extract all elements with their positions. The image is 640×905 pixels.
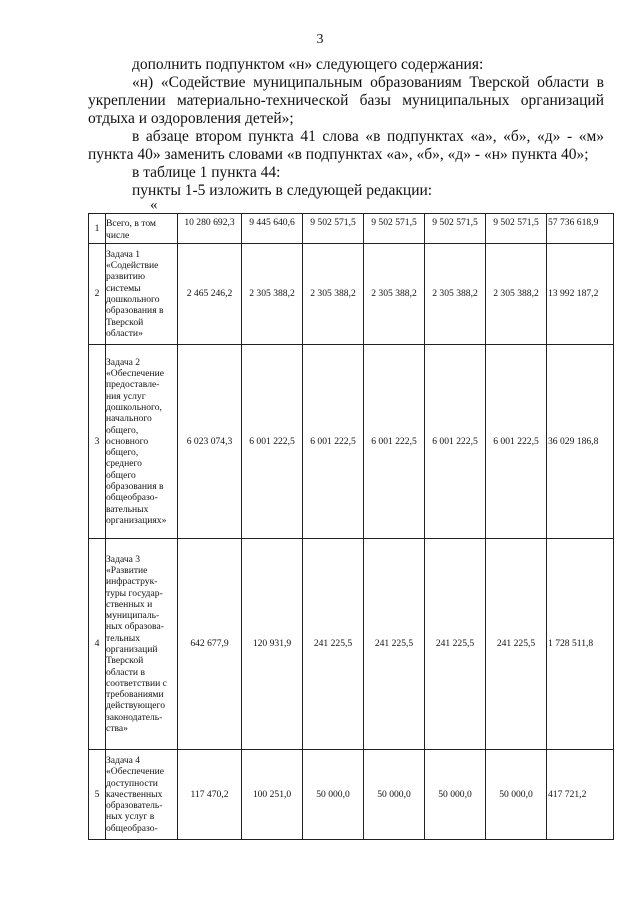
- year-value-cell: 2 305 388,2: [303, 244, 364, 345]
- row-label: [106, 750, 178, 840]
- row-label-line: основного: [106, 435, 149, 447]
- row-label-line: инфраструк-: [106, 576, 158, 588]
- row-label-line: ных услуг в: [106, 811, 155, 823]
- row-index: 4: [89, 539, 106, 750]
- row-label-line: тельных: [106, 632, 140, 644]
- year-value-cell: 50 000,0: [486, 750, 547, 840]
- year-value-cell: 6 001 222,5: [303, 345, 364, 539]
- row-label-line: области»: [106, 327, 143, 339]
- page-number: 3: [316, 32, 324, 47]
- year-value-cell: 120 931,9: [242, 539, 303, 750]
- row-label-line: вательных: [106, 503, 149, 515]
- year-value-cell: 50 000,0: [425, 750, 486, 840]
- row-label-line: предоставле-: [106, 379, 160, 391]
- year-value-cell: 6 001 222,5: [425, 345, 486, 539]
- points-intro: пункты 1-5 изложить в следующей редакции:: [132, 182, 433, 199]
- row-label-line: общего,: [106, 424, 139, 436]
- row-label-line: соответствии с: [106, 677, 167, 689]
- table-row: [89, 244, 614, 345]
- year-value-cell: 2 305 388,2: [425, 244, 486, 345]
- row-label-line: доступности: [106, 777, 158, 789]
- row-label-line: Задача 4: [106, 754, 141, 766]
- row-label-line: «Обеспечение: [106, 368, 164, 380]
- row-label-line: организациях»: [106, 514, 167, 526]
- row-label: [106, 539, 178, 750]
- row-label-line: Всего, в том: [106, 218, 157, 230]
- year-value-cell: 9 445 640,6: [242, 214, 303, 244]
- row-label-line: Задача 3: [106, 553, 141, 565]
- row-total-cell: 36 029 186,8: [547, 345, 614, 539]
- year-value-cell: 50 000,0: [364, 750, 425, 840]
- table-row: [89, 345, 614, 539]
- row-label-line: «Обеспечение: [106, 766, 164, 778]
- row-label-line: Тверской: [106, 316, 144, 328]
- row-total-cell: 417 721,2: [547, 750, 614, 840]
- year-value-cell: 241 225,5: [486, 539, 547, 750]
- year-value-cell: 6 001 222,5: [242, 345, 303, 539]
- year-value-cell: 2 305 388,2: [242, 244, 303, 345]
- row-label: [106, 345, 178, 539]
- row-label-line: туры государ-: [106, 587, 163, 599]
- row-label-line: дошкольного,: [106, 401, 162, 413]
- amendment-intro: дополнить подпунктом «н» следующего содержания:: [132, 56, 484, 73]
- row-total-cell: 57 736 618,9: [547, 214, 614, 244]
- replacement-text-line-1: в абзаце втором пункта 41 слова «в подпунктах «а», «б», «д» - «м»: [132, 128, 604, 145]
- row-label-line: Задача 1: [106, 248, 141, 260]
- row-label-line: общеобразо-: [106, 492, 158, 504]
- year-value-cell: 241 225,5: [364, 539, 425, 750]
- opening-quote: «: [150, 197, 158, 213]
- row-label-line: развитию: [106, 271, 146, 283]
- replacement-text-line-2: пункта 40» заменить словами «в подпунктах «а», «б», «д» - «н» пункта 40»;: [88, 146, 589, 163]
- row-label-line: качественных: [106, 788, 163, 800]
- row-label-line: ния услуг: [106, 390, 146, 402]
- row-label-line: «Содействие: [106, 260, 159, 272]
- row-label-line: начального: [106, 413, 152, 425]
- year-value-cell: 9 502 571,5: [303, 214, 364, 244]
- row-label-line: законодатель-: [106, 711, 163, 723]
- year-value-cell: 6 001 222,5: [364, 345, 425, 539]
- row-index: 3: [89, 345, 106, 539]
- year-value-cell: 50 000,0: [303, 750, 364, 840]
- row-label: [106, 214, 178, 244]
- row-index: 2: [89, 244, 106, 345]
- year-value-cell: 241 225,5: [303, 539, 364, 750]
- row-index: 1: [89, 214, 106, 244]
- row-index: 5: [89, 750, 106, 840]
- year-value-cell: 2 465 246,2: [178, 244, 242, 345]
- row-label-line: организаций: [106, 644, 158, 655]
- year-value-cell: 241 225,5: [425, 539, 486, 750]
- budget-table: [88, 213, 614, 840]
- row-label-line: области в: [106, 666, 145, 678]
- year-value-cell: 6 023 074,3: [178, 345, 242, 539]
- row-label-line: образования в: [106, 305, 164, 317]
- row-label-line: действующего: [106, 700, 166, 712]
- row-total-cell: 13 992 187,2: [547, 244, 614, 345]
- row-label-line: образователь-: [106, 800, 163, 812]
- row-label-line: образования в: [106, 481, 164, 493]
- row-label-line: среднего: [106, 458, 142, 470]
- row-label-line: общеобразо-: [106, 822, 158, 834]
- row-label-line: ства»: [106, 723, 128, 735]
- row-label-line: числе: [106, 229, 130, 241]
- year-value-cell: 117 470,2: [178, 750, 242, 840]
- subpoint-n-text-line-2: укреплении материально-технической базы муниципальных организаций: [88, 92, 604, 109]
- row-label: [106, 244, 178, 345]
- year-value-cell: 10 280 692,3: [178, 214, 242, 244]
- year-value-cell: 9 502 571,5: [486, 214, 547, 244]
- subpoint-n-text-line-3: отдыха и оздоровления детей»;: [88, 110, 294, 127]
- row-label-line: требованиями: [106, 689, 164, 701]
- row-total-cell: 1 728 511,8: [547, 539, 614, 750]
- row-label-line: системы: [106, 282, 141, 294]
- year-value-cell: 642 677,9: [178, 539, 242, 750]
- row-label-line: дошкольного: [106, 294, 160, 305]
- table-row: [89, 750, 614, 840]
- row-label-line: общего: [106, 469, 136, 481]
- table-row: [89, 214, 614, 244]
- year-value-cell: 100 251,0: [242, 750, 303, 840]
- row-label-line: Тверской: [106, 655, 144, 667]
- table-reference: в таблице 1 пункта 44:: [132, 164, 281, 181]
- row-label-line: муниципаль-: [106, 610, 160, 622]
- table-row: [89, 539, 614, 750]
- year-value-cell: 2 305 388,2: [364, 244, 425, 345]
- row-label-line: Задача 2: [106, 356, 141, 368]
- year-value-cell: 9 502 571,5: [364, 214, 425, 244]
- year-value-cell: 6 001 222,5: [486, 345, 547, 539]
- row-label-line: ственных и: [106, 598, 153, 610]
- year-value-cell: 9 502 571,5: [425, 214, 486, 244]
- subpoint-n-text-line-1: «н) «Содействие муниципальным образованиям Тверской области в: [132, 74, 604, 91]
- row-label-line: ных образова-: [106, 621, 164, 633]
- row-label-line: «Развитие: [106, 564, 148, 576]
- year-value-cell: 2 305 388,2: [486, 244, 547, 345]
- row-label-line: общего,: [106, 447, 139, 459]
